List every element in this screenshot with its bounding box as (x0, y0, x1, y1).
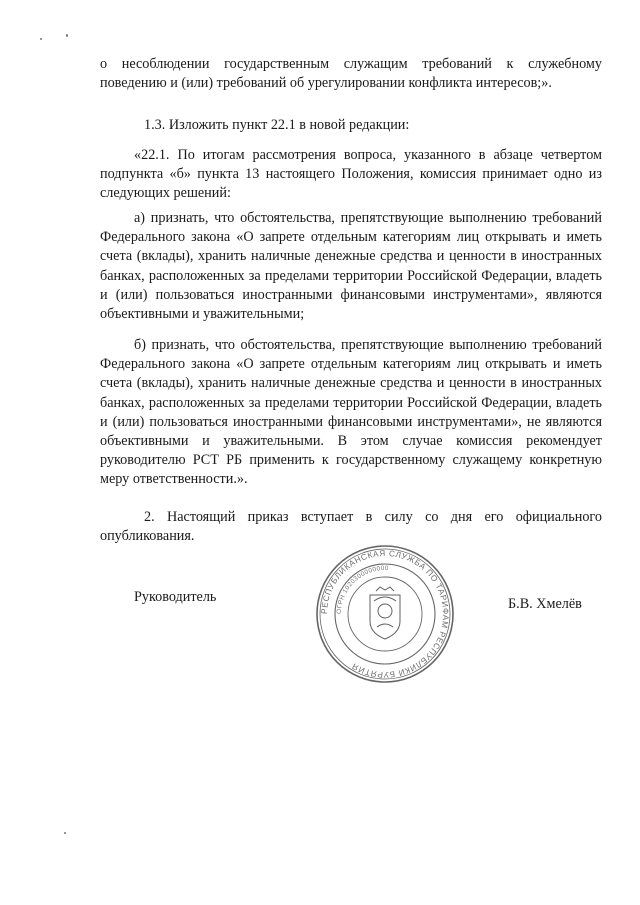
paragraph-22-1: «22.1. По итогам рассмотрения вопроса, указанного в абзаце четвертом подпункта «б» пункта 13 настоящего Положения, комиссия принимает одно из следующих решений: (100, 147, 602, 201)
paragraph-option-a: а) признать, что обстоятельства, препятствующие выполнению требований Федерального закона «О запрете отдельным категориям лиц открывать и иметь счета (вклады), хранить наличные денежные средства и ценности в иностранных банках, расположенных за пределами территории Российской Федерации, владеть и (или) пользоваться иностранными финансовыми инструментами», являются объективными и уважительными; (100, 210, 602, 323)
scan-speck (40, 38, 42, 40)
paragraph-item-1-3: 1.3. Изложить пункт 22.1 в новой редакции: (144, 117, 410, 133)
paragraph-option-b: б) признать, что обстоятельства, препятствующие выполнению требований Федерального закона «О запрете отдельным категориям лиц открывать и иметь счета (вклады), хранить наличные денежные средства и ценности в иностранных банках, расположенных за пределами территории Российской Федерации, владеть и (или) пользоваться иностранными финансовыми инструментами», не являются объективными и уважительными. В этом случае комиссия рекомендует руководителю РСТ РБ применить к государственному служащему конкретную меру ответственности.». (100, 337, 602, 488)
signature-title: Руководитель (134, 589, 217, 605)
seal-inner-text: ОГРН 1020300000000 (335, 564, 389, 615)
seal-outer-text: РЕСПУБЛИКАНСКАЯ СЛУЖБА ПО ТАРИФАМ РЕСПУБЛИКИ БУРЯТИЯ (319, 548, 451, 680)
coat-of-arms-icon (370, 587, 400, 639)
scan-speck (64, 832, 66, 834)
scan-speck (66, 34, 68, 37)
official-seal-stamp (314, 543, 456, 685)
paragraph-effective-date: 2. Настоящий приказ вступает в силу со дня его официального опубликования. (100, 509, 602, 544)
signature-name: Б.В. Хмелёв (508, 596, 582, 612)
paragraph-continuation: о несоблюдении государственным служащим требований к служебному поведению и (или) требований об урегулировании конфликта интересов;». (100, 56, 602, 91)
